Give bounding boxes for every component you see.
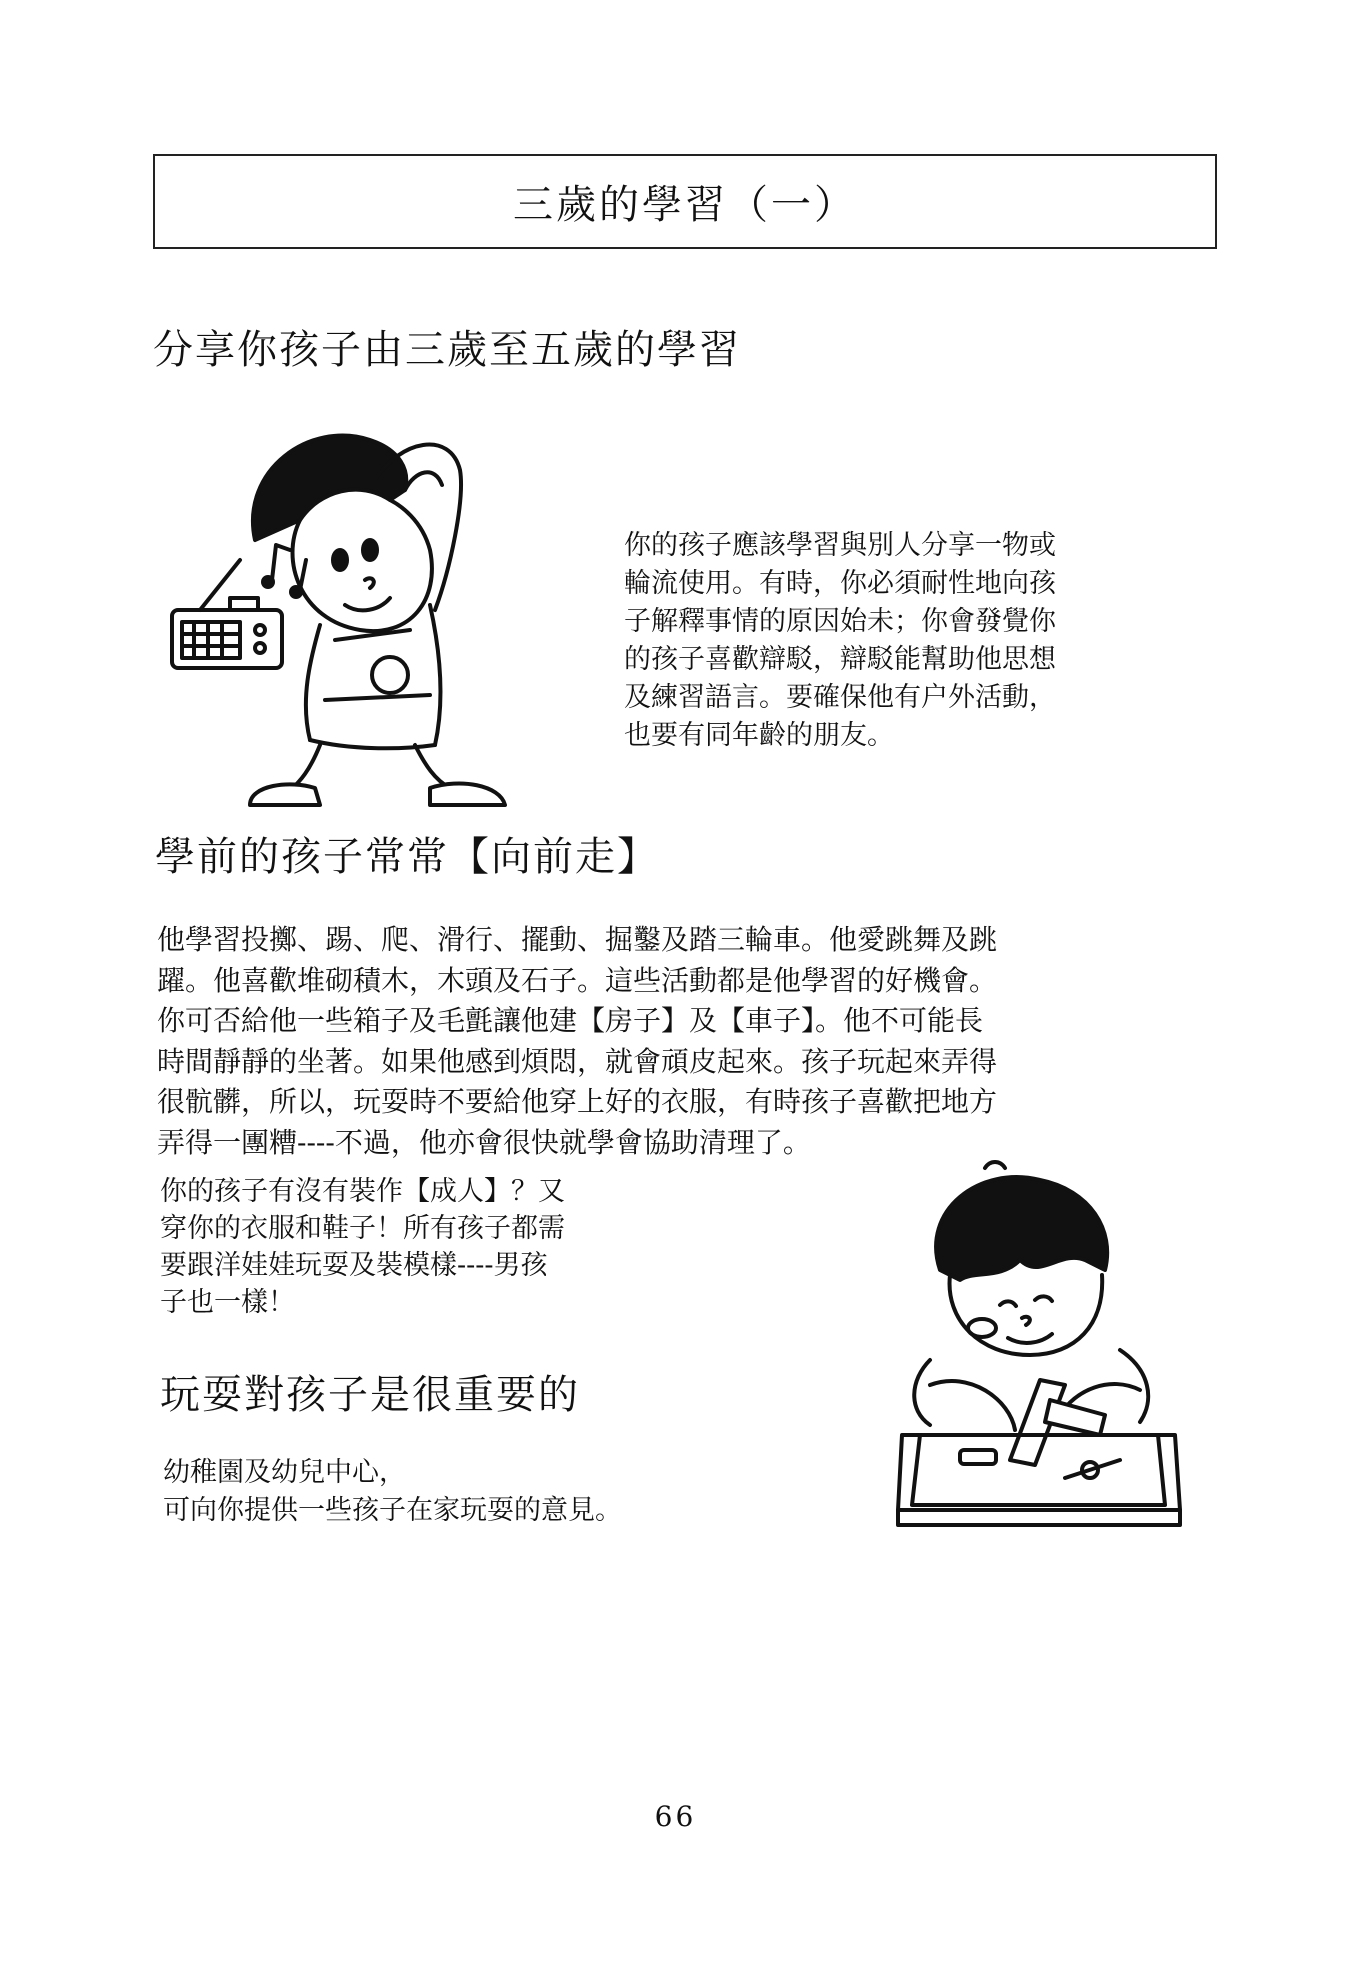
paragraph-pretend-play bbox=[160, 1173, 565, 1321]
paragraph-kindergarten bbox=[163, 1454, 622, 1530]
section-heading-play-important: 玩耍對孩子是很重要的 bbox=[160, 1372, 580, 1418]
section-heading-sharing: 分享你孩子由三歲至五歲的學習 bbox=[153, 327, 741, 373]
paragraph-sharing bbox=[624, 527, 1056, 755]
text-line: 你的孩子有沒有裝作【成人】？又 bbox=[160, 1176, 565, 1207]
text-line: 幼稚園及幼兒中心， bbox=[163, 1457, 406, 1488]
text-line: 時間靜靜的坐著。如果他感到煩悶，就會頑皮起來。孩子玩起來弄得 bbox=[157, 1044, 998, 1078]
title-box bbox=[153, 154, 1217, 249]
text-line: 很骯髒，所以，玩耍時不要給他穿上好的衣服，有時孩子喜歡把地方 bbox=[157, 1085, 998, 1118]
boy-playing-with-toy-box-illustration bbox=[890, 1160, 1190, 1530]
section-heading-moving-forward: 學前的孩子常常【向前走】 bbox=[155, 834, 659, 880]
text-line: 的孩子喜歡辯駁，辯駁能幫助他思想 bbox=[624, 644, 1056, 675]
boy-exercising-with-radio-illustration bbox=[160, 410, 620, 810]
text-line: 也要有同年齡的朋友。 bbox=[624, 720, 894, 751]
text-line: 你可否給他一些箱子及毛氈讓他建【房子】及【車子】。他不可能長 bbox=[157, 1004, 984, 1037]
text-line: 弄得一團糟----不過，他亦會很快就學會協助清理了。 bbox=[157, 1125, 811, 1159]
text-line: 躍。他喜歡堆砌積木，木頭及石子。這些活動都是他學習的好機會。 bbox=[157, 963, 998, 997]
text-line: 穿你的衣服和鞋子！所有孩子都需 bbox=[160, 1213, 565, 1244]
text-line: 子也一樣！ bbox=[160, 1287, 295, 1318]
text-line: 輪流使用。有時，你必須耐性地向孩 bbox=[624, 568, 1056, 599]
page-title: 三歲的學習（一） bbox=[513, 182, 857, 228]
text-line: 及練習語言。要確保他有户外活動， bbox=[624, 682, 1056, 713]
text-line: 可向你提供一些孩子在家玩耍的意見。 bbox=[163, 1495, 622, 1526]
text-line: 他學習投擲、踢、爬、滑行、擺動、掘鑿及踏三輪車。他愛跳舞及跳 bbox=[157, 923, 998, 956]
text-line: 你的孩子應該學習與別人分享一物或 bbox=[624, 530, 1056, 561]
paragraph-activities bbox=[157, 920, 997, 1163]
page-number: 66 bbox=[654, 1800, 697, 1833]
text-line: 子解釋事情的原因始未；你會發覺你 bbox=[624, 606, 1056, 637]
text-line: 要跟洋娃娃玩耍及裝模樣----男孩 bbox=[160, 1250, 548, 1281]
